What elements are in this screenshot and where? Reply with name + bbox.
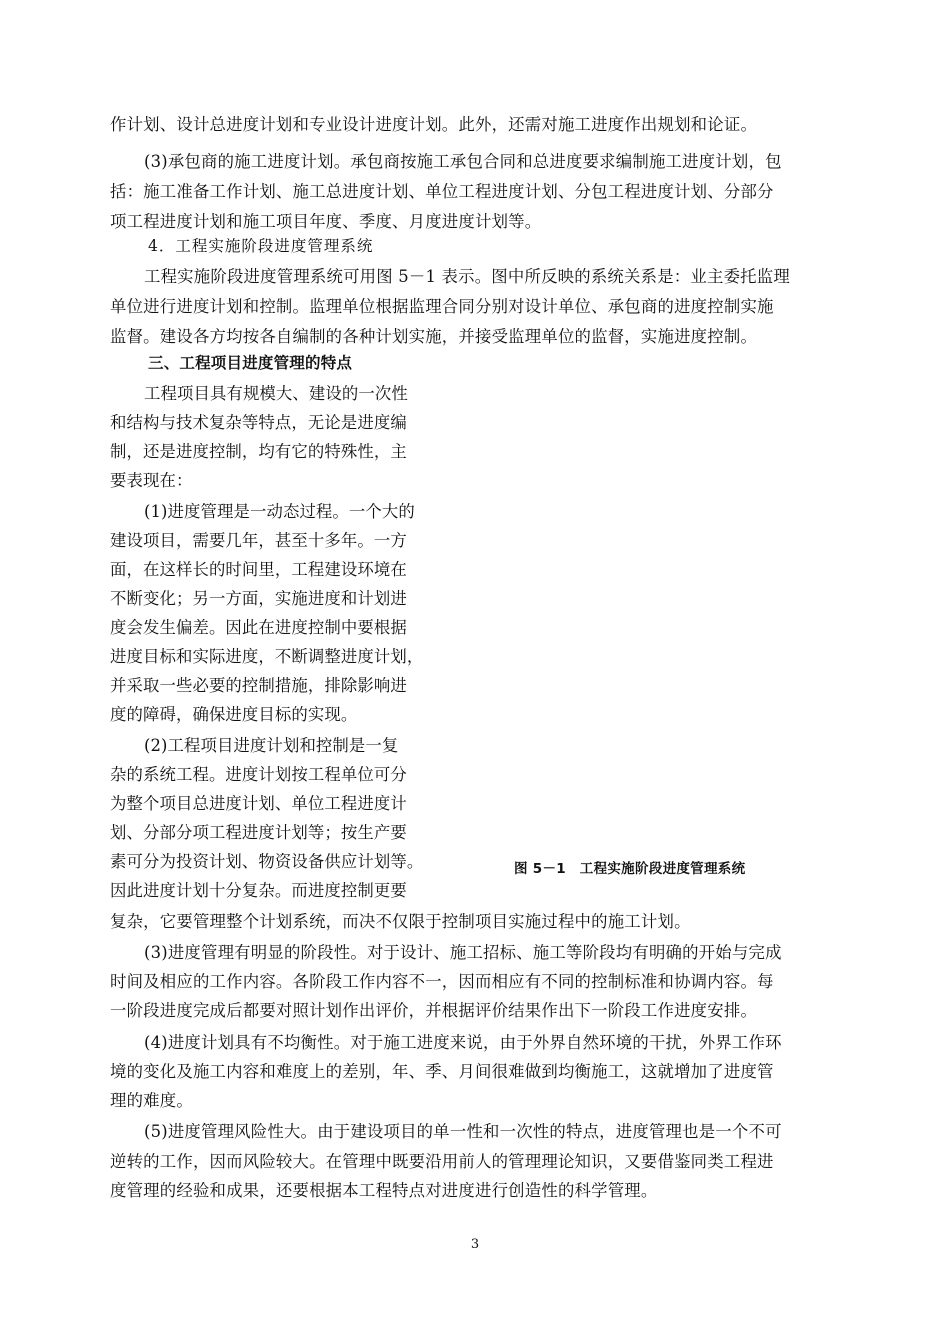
paragraph-line: 因此进度计划十分复杂。而进度控制更要 — [110, 881, 407, 900]
paragraph-line: (1)进度管理是一动态过程。一个大的 — [144, 502, 415, 521]
paragraph-line: (3)承包商的施工进度计划。承包商按施工承包合同和总进度要求编制施工进度计划，包 — [144, 152, 782, 171]
subsection-heading: 4．工程实施阶段进度管理系统 — [148, 237, 374, 255]
paragraph-line: 制，还是进度控制，均有它的特殊性，主 — [110, 442, 407, 461]
paragraph-line: 境的变化及施工内容和难度上的差别，年、季、月间很难做到均衡施工，这就增加了进度管 — [110, 1062, 774, 1081]
paragraph-line: 逆转的工作，因而风险较大。在管理中既要沿用前人的管理理论知识，又要借鉴同类工程进 — [110, 1152, 774, 1171]
paragraph-line: 建设项目，需要几年，甚至十多年。一方 — [110, 531, 407, 550]
paragraph-line: 括：施工准备工作计划、施工总进度计划、单位工程进度计划、分包工程进度计划、分部分 — [110, 182, 774, 201]
paragraph-line: 并采取一些必要的控制措施，排除影响进 — [110, 676, 407, 695]
paragraph-line: 理的难度。 — [110, 1091, 193, 1110]
paragraph-line: 杂的系统工程。进度计划按工程单位可分 — [110, 765, 407, 784]
paragraph-line: 单位进行进度计划和控制。监理单位根据监理合同分别对设计单位、承包商的进度控制实施 — [110, 297, 774, 316]
page-number: 3 — [470, 1237, 480, 1252]
figure-caption: 图 5－1 工程实施阶段进度管理系统 — [514, 861, 746, 877]
paragraph-line: 监督。建设各方均按各自编制的各种计划实施，并接受监理单位的监督，实施进度控制。 — [110, 327, 758, 346]
paragraph-line: 不断变化；另一方面，实施进度和计划进 — [110, 589, 407, 608]
paragraph-line: (5)进度管理风险性大。由于建设项目的单一性和一次性的特点，进度管理也是一个不可 — [144, 1122, 782, 1141]
paragraph-line: (2)工程项目进度计划和控制是一复 — [144, 736, 399, 755]
paragraph-line: 复杂，它要管理整个计划系统，而决不仅限于控制项目实施过程中的施工计划。 — [110, 912, 691, 931]
paragraph-line: 度的障碍，确保进度目标的实现。 — [110, 705, 358, 724]
paragraph-line: 作计划、设计总进度计划和专业设计进度计划。此外，还需对施工进度作出规划和论证。 — [110, 115, 758, 134]
paragraph-line: 时间及相应的工作内容。各阶段工作内容不一，因而相应有不同的控制标准和协调内容。每 — [110, 972, 774, 991]
paragraph-line: 度会发生偏差。因此在进度控制中要根据 — [110, 618, 407, 637]
paragraph-line: 一阶段进度完成后都要对照计划作出评价，并根据评价结果作出下一阶段工作进度安排。 — [110, 1001, 758, 1020]
section-heading: 三、工程项目进度管理的特点 — [148, 354, 353, 372]
paragraph-line: (4)进度计划具有不均衡性。对于施工进度来说，由于外界自然环境的干扰，外界工作环 — [144, 1033, 782, 1052]
paragraph-line: (3)进度管理有明显的阶段性。对于设计、施工招标、施工等阶段均有明确的开始与完成 — [144, 943, 782, 962]
paragraph-line: 和结构与技术复杂等特点，无论是进度编 — [110, 413, 407, 432]
figure-placeholder — [470, 360, 850, 840]
paragraph-line: 度管理的经验和成果，还要根据本工程特点对进度进行创造性的科学管理。 — [110, 1181, 658, 1200]
paragraph-line: 为整个项目总进度计划、单位工程进度计 — [110, 794, 407, 813]
paragraph-line: 工程实施阶段进度管理系统可用图 5－1 表示。图中所反映的系统关系是：业主委托监理 — [144, 267, 790, 286]
paragraph-line: 工程项目具有规模大、建设的一次性 — [144, 384, 408, 403]
paragraph-line: 划、分部分项工程进度计划等；按生产要 — [110, 823, 407, 842]
paragraph-line: 进度目标和实际进度，不断调整进度计划， — [110, 647, 424, 666]
paragraph-line: 素可分为投资计划、物资设备供应计划等。 — [110, 852, 424, 871]
paragraph-line: 面，在这样长的时间里，工程建设环境在 — [110, 560, 407, 579]
paragraph-line: 项工程进度计划和施工项目年度、季度、月度进度计划等。 — [110, 212, 542, 231]
paragraph-line: 要表现在： — [110, 471, 193, 490]
